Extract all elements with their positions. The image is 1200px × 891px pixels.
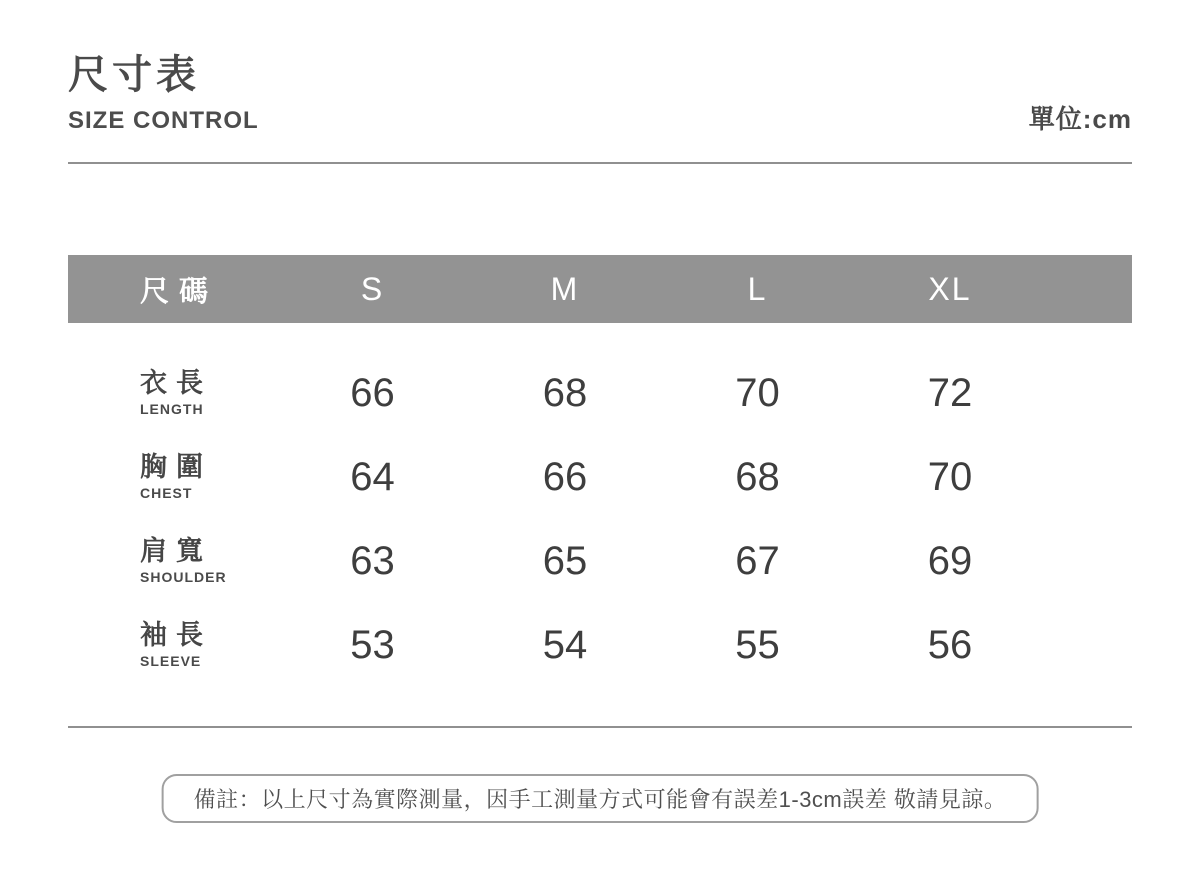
value-cell: 70 [735, 370, 780, 415]
row-label-en: SHOULDER [140, 569, 227, 586]
row-label [68, 453, 276, 502]
size-table [68, 255, 1132, 687]
page-title: 尺寸表 [68, 53, 200, 97]
value-cell: 68 [542, 370, 588, 415]
top-divider [68, 162, 1132, 164]
header-cell-size-label: 尺碼 [140, 275, 219, 308]
page-subtitle: SIZE CONTROL [68, 107, 259, 134]
row-label-zh: 袖長 [140, 619, 212, 650]
value-cell: 64 [350, 454, 395, 499]
table-header-row [68, 255, 1132, 323]
value-cell: 66 [542, 454, 588, 499]
value-cell: 56 [927, 622, 973, 667]
unit-label: 單位:cm [1028, 104, 1132, 134]
note-text: 備註：以上尺寸為實際測量，因手工測量方式可能會有誤差1-3cm誤差 敬請見諒。 [193, 787, 1007, 812]
table-row-length [68, 351, 1132, 435]
value-cell: 55 [735, 622, 780, 667]
table-body [68, 351, 1132, 687]
row-label-en: SLEEVE [140, 653, 202, 670]
value-cell: 72 [927, 370, 973, 415]
row-label-en: LENGTH [140, 401, 204, 418]
row-label [68, 537, 276, 586]
header-cell-size-s: S [360, 270, 385, 307]
row-label-zh: 衣長 [140, 367, 212, 398]
value-cell: 53 [350, 622, 395, 667]
value-cell: 63 [350, 538, 395, 583]
value-cell: 65 [542, 538, 588, 583]
header [68, 52, 259, 135]
row-label-en: CHEST [140, 485, 193, 502]
header-cell-size-m: M [550, 270, 580, 307]
row-label [68, 621, 276, 670]
value-cell: 70 [927, 454, 973, 499]
bottom-divider [68, 726, 1132, 728]
table-row-shoulder [68, 519, 1132, 603]
table-row-chest [68, 435, 1132, 519]
row-label [68, 369, 276, 418]
value-cell: 69 [927, 538, 973, 583]
value-cell: 54 [542, 622, 588, 667]
table-row-sleeve [68, 603, 1132, 687]
row-label-zh: 胸圍 [140, 451, 212, 482]
value-cell: 66 [350, 370, 395, 415]
value-cell: 68 [735, 454, 780, 499]
header-cell-size-l: L [747, 270, 768, 307]
value-cell: 67 [735, 538, 780, 583]
note-box [162, 774, 1039, 823]
row-label-zh: 肩寬 [140, 535, 212, 566]
header-cell-size-xl: XL [928, 270, 972, 307]
